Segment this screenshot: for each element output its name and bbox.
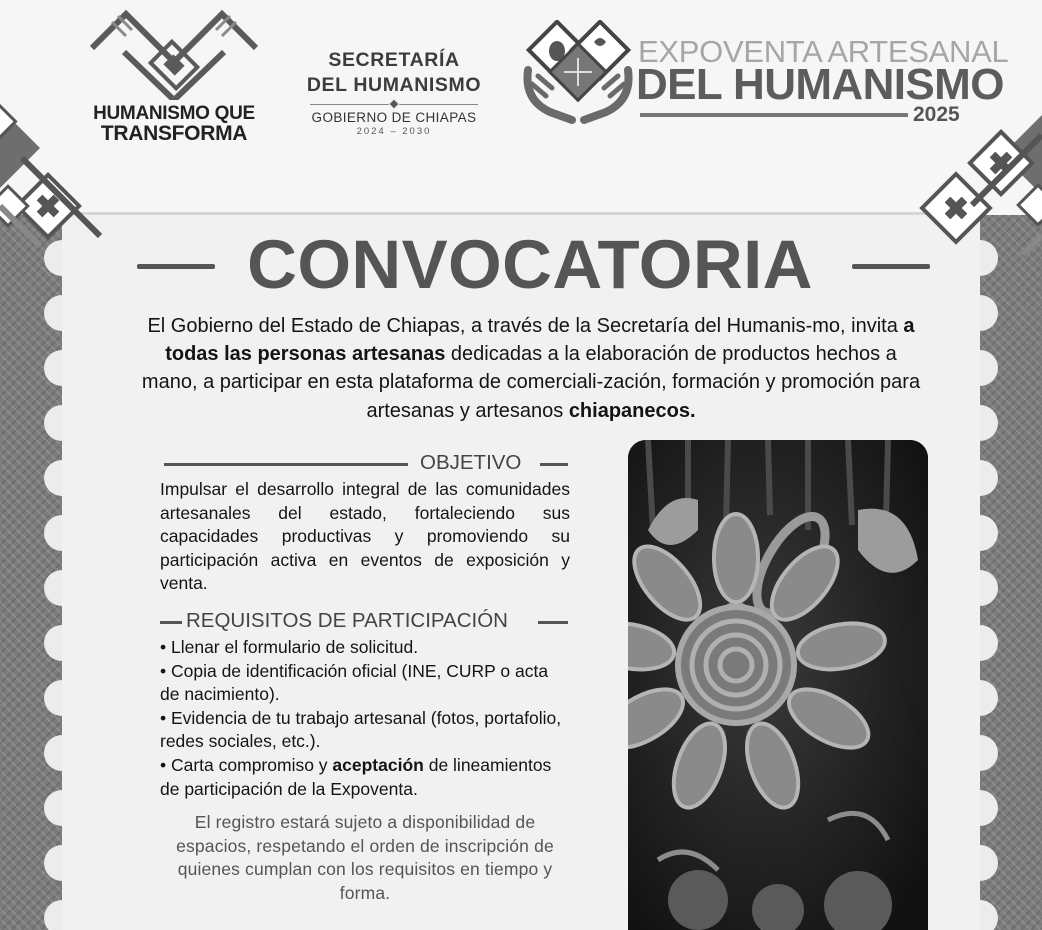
requisitos-heading (160, 608, 570, 634)
title-dash-right (852, 264, 930, 269)
secretaria-line4: 2024 – 2030 (356, 126, 432, 137)
objetivo-heading-text: OBJETIVO (420, 451, 522, 474)
intro-text-1: El Gobierno del Estado de Chiapas, a través de la Secretaría del Humanis-mo, invita (147, 315, 904, 337)
intro-paragraph (135, 312, 927, 425)
secretaria-line1: SECRETARÍA (328, 49, 460, 71)
logo-humanismo-line2: TRANSFORMA (100, 122, 248, 145)
list-item: • Carta compromiso y aceptación de lineamientos de participación de la Expoventa. (160, 754, 552, 799)
humanismo-que-transforma-logo (84, 8, 264, 145)
list-item: • Copia de identificación oficial (INE, CURP o acta de nacimiento). (160, 660, 549, 705)
requisitos-heading-text: REQUISITOS DE PARTICIPACIÓN (186, 608, 508, 632)
expoventa-line1: EXPOVENTA ARTESANAL (638, 34, 1009, 69)
requisitos-list (160, 636, 570, 801)
title-text: CONVOCATORIA (247, 226, 813, 303)
left-column (160, 450, 570, 906)
registro-note: El registro estará sujeto a disponibilidad de espacios, respetando el orden de inscripción de quienes cumplan con los requisitos en tiempo y forma. (176, 812, 554, 903)
secretaria-divider (310, 100, 478, 110)
title-dash-left (137, 264, 215, 269)
objetivo-text: Impulsar el desarrollo integral de las comunidades artesanales del estado, fortaleciendo sus capacidades productivas y promoviendo su participación activa en eventos de exposición y venta. (160, 479, 570, 594)
right-stamp-border (980, 215, 1042, 930)
list-item: • Evidencia de tu trabajo artesanal (fotos, portafolio, redes sociales, etc.). (160, 707, 562, 752)
expoventa-line2: DEL HUMANISMO (636, 60, 1004, 109)
intro-bold-1: a todas las personas artesanas (165, 315, 915, 366)
left-stamp-border (0, 215, 62, 930)
hands-heart-icon (84, 8, 264, 100)
expoventa-year: 2025 (913, 103, 960, 126)
secretaria-line3: GOBIERNO DE CHIAPAS (311, 110, 477, 125)
secretaria-line2: DEL HUMANISMO (306, 74, 482, 96)
objetivo-heading (160, 450, 570, 476)
intro-bold-2: chiapanecos. (568, 399, 696, 422)
logo-humanismo-line1: HUMANISMO QUE (93, 103, 255, 124)
page-title (130, 226, 930, 304)
list-item: • Llenar el formulario de solicitud. (160, 636, 419, 657)
secretaria-logo (288, 48, 500, 143)
embroidered-flower-photo (628, 440, 928, 930)
intro-text-2: dedicadas a la elaboración de productos hechos a mano, a participar en esta plataforma de comerciali-zación, formación y promoción para artesanas y artesanos (141, 343, 921, 422)
expoventa-rule (640, 113, 908, 117)
